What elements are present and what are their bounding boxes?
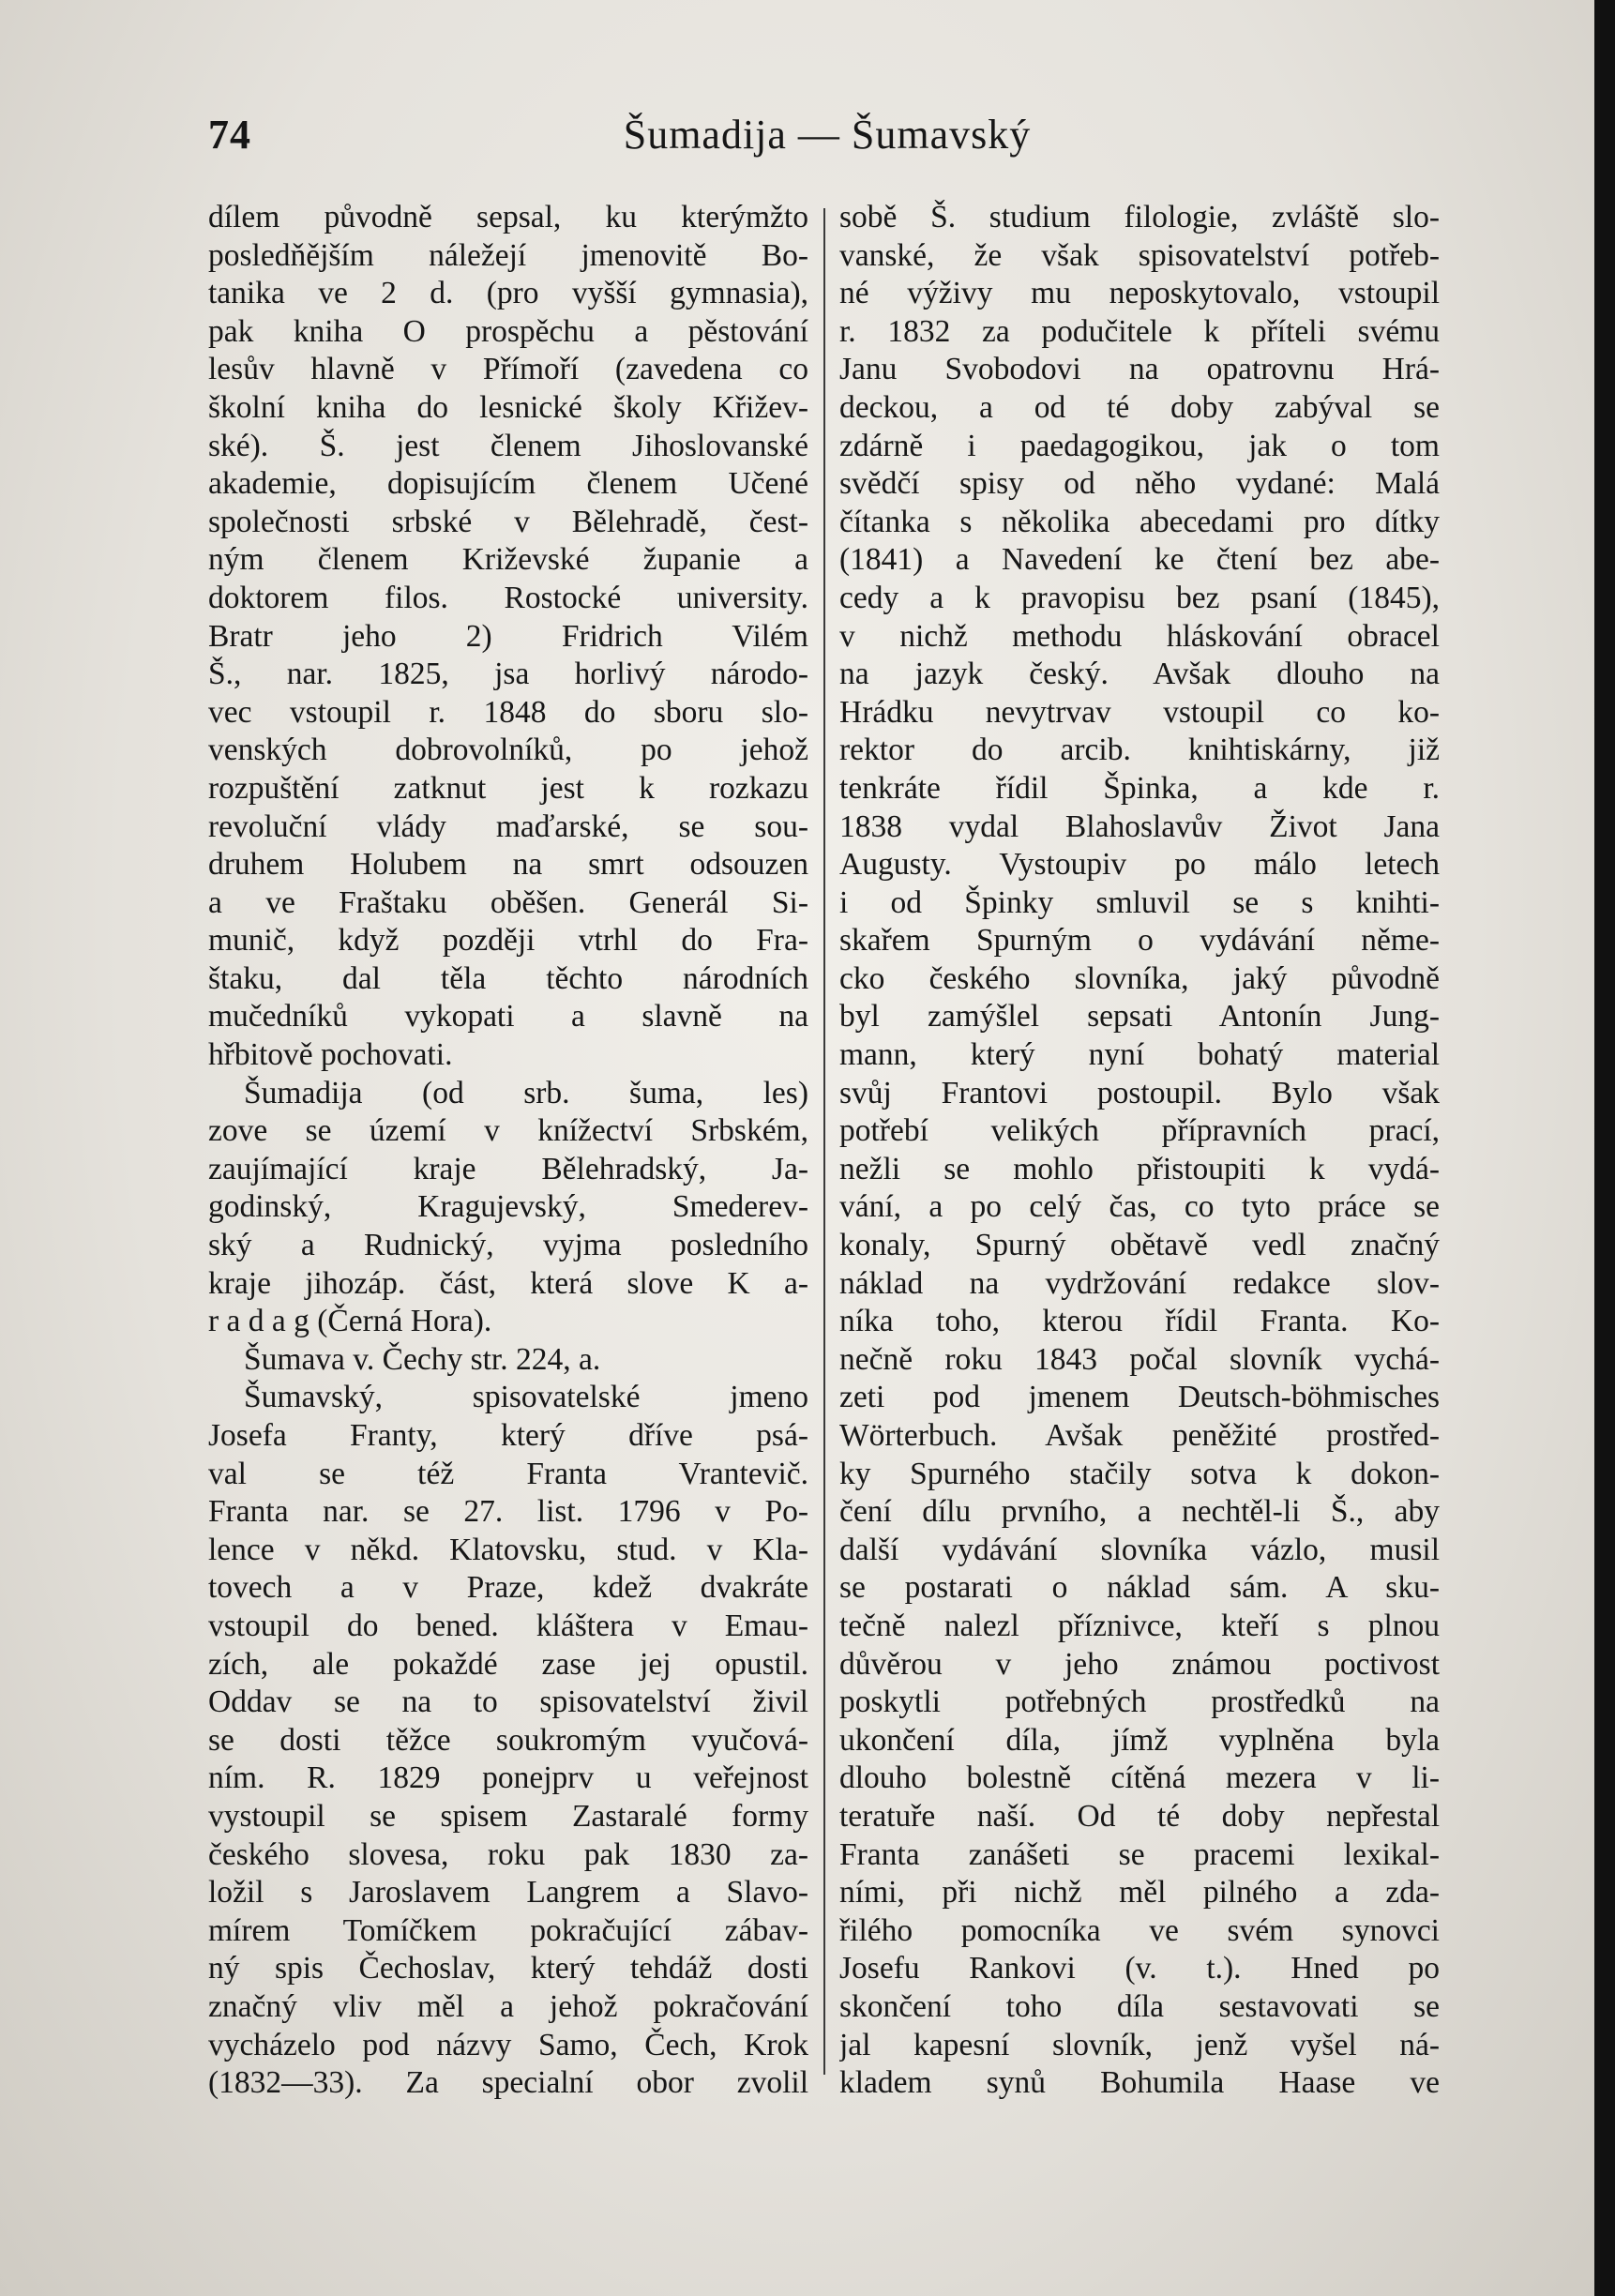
column-divider bbox=[823, 208, 825, 2075]
text-line: řilého pomocníka ve svém synovci bbox=[839, 1912, 1440, 1948]
text-line: cko českého slovníka, jaký původně bbox=[839, 960, 1440, 996]
text-line: Š., nar. 1825, jsa horlivý národo- bbox=[208, 657, 808, 692]
text-line: dílem původně sepsal, ku kterýmžto bbox=[208, 200, 808, 234]
text-line: ložil s Jaroslavem Langrem a Slavo- bbox=[208, 1875, 808, 1911]
text-line: štaku, dal těla těchto národních bbox=[208, 960, 808, 996]
page-number: 74 bbox=[208, 112, 251, 158]
text-line: další vydávání slovníka vázlo, musil bbox=[839, 1532, 1440, 1567]
text-line: 1838 vydal Blahoslavův Život Jana bbox=[839, 808, 1440, 844]
text-line: Augusty. Vystoupiv po málo letech bbox=[839, 847, 1440, 883]
text-line: tanika ve 2 d. (pro vyšší gymnasia), bbox=[208, 276, 808, 311]
text-line: mann, který nyní bohatý material bbox=[839, 1037, 1440, 1073]
text-line: vanské, že však spisovatelství potřeb- bbox=[839, 237, 1440, 273]
text-line: Oddav se na to spisovatelství živil bbox=[208, 1684, 808, 1720]
text-line: tovech a v Praze, kdež dvakráte bbox=[208, 1570, 808, 1606]
text-line: Janu Svobodovi na opatrovnu Hrá- bbox=[839, 352, 1440, 387]
text-line: byl zamýšlel sepsati Antonín Jung- bbox=[839, 999, 1440, 1035]
text-line: munič, když později vtrhl do Fra- bbox=[208, 923, 808, 959]
text-line: jal kapesní slovník, jenž vyšel ná- bbox=[839, 2027, 1440, 2062]
text-line: Hrádku nevytrvav vstoupil co ko- bbox=[839, 694, 1440, 730]
text-line: zaujímající kraje Bělehradský, Ja- bbox=[208, 1151, 808, 1186]
text-line: kraje jihozáp. část, která slove K a- bbox=[208, 1265, 808, 1301]
text-line: svědčí spisy od něho vydané: Malá bbox=[839, 466, 1440, 502]
text-line: společnosti srbské v Bělehradě, čest- bbox=[208, 504, 808, 539]
text-line: poskytli potřebných prostředků na bbox=[839, 1684, 1440, 1720]
text-line: tečně nalezl příznivce, kteří s plnou bbox=[839, 1608, 1440, 1643]
text-line: ným členem Križevské županie a bbox=[208, 542, 808, 578]
right-column bbox=[839, 199, 1440, 2103]
text-line: hřbitově pochovati. bbox=[208, 1037, 453, 1073]
text-line: se postarati o náklad sám. A sku- bbox=[839, 1570, 1440, 1606]
text-line: (1841) a Navedení ke čtení bez abe- bbox=[839, 542, 1440, 578]
text-line: akademie, dopisujícím členem Učené bbox=[208, 466, 808, 502]
text-line: Wörterbuch. Avšak peněžité prostřed- bbox=[839, 1418, 1440, 1453]
text-line: vycházelo pod názvy Samo, Čech, Krok bbox=[208, 2027, 808, 2062]
text-line: Josefa Franty, který dříve psá- bbox=[208, 1418, 808, 1453]
text-line: né výživy mu neposkytovalo, vstoupil bbox=[839, 276, 1440, 311]
text-line: skončení toho díla sestavovati se bbox=[839, 1988, 1440, 2024]
text-line: (1832—33). Za specialní obor zvolil bbox=[208, 2065, 808, 2101]
text-line: zeti pod jmenem Deutsch-böhmisches bbox=[839, 1380, 1440, 1415]
text-line: zdárně i paedagogikou, jak o tom bbox=[839, 428, 1440, 463]
text-line: náklad na vydržování redakce slov- bbox=[839, 1265, 1440, 1301]
text-line: pak kniha O prospěchu a pěstování bbox=[208, 313, 808, 349]
text-line: druhem Holubem na smrt odsouzen bbox=[208, 847, 808, 883]
text-line: ním. R. 1829 ponejprv u veřejnost bbox=[208, 1760, 808, 1796]
text-line: ky Spurného stačily sotva k dokon- bbox=[839, 1456, 1440, 1491]
left-column bbox=[208, 199, 808, 2103]
text-line: revoluční vlády maďarské, se sou- bbox=[208, 808, 808, 844]
text-line: Josefu Rankovi (v. t.). Hned po bbox=[839, 1951, 1440, 1986]
text-line: níka toho, kterou řídil Franta. Ko- bbox=[839, 1304, 1440, 1339]
text-line: lesův hlavně v Přímoří (zavedena co bbox=[208, 352, 808, 387]
entry-sumavsky: Šumavský, spisovatelské jmeno bbox=[244, 1380, 808, 1415]
text-line: ný spis Čechoslav, který tehdáž dosti bbox=[208, 1951, 808, 1986]
text-line: r a d a g (Černá Hora). bbox=[208, 1304, 492, 1339]
text-line: Franta nar. se 27. list. 1796 v Po- bbox=[208, 1494, 808, 1530]
text-line: Franta zanášeti se pracemi lexikal- bbox=[839, 1836, 1440, 1872]
text-line: potřebí velikých přípravních prací, bbox=[839, 1113, 1440, 1149]
text-line: svůj Frantovi postoupil. Bylo však bbox=[839, 1075, 1440, 1110]
text-line: zove se území v knížectví Srbském, bbox=[208, 1113, 808, 1149]
text-line: důvěrou v jeho známou poctivost bbox=[839, 1646, 1440, 1682]
text-line: skařem Spurným o vydávání něme- bbox=[839, 923, 1440, 959]
text-line: vstoupil do bened. kláštera v Emau- bbox=[208, 1608, 808, 1643]
text-line: rozpuštění zatknut jest k rozkazu bbox=[208, 770, 808, 806]
text-line: kladem synů Bohumila Haase ve bbox=[839, 2065, 1440, 2101]
text-line: čení dílu prvního, a nechtěl-li Š., aby bbox=[839, 1494, 1440, 1530]
text-line: mučedníků vykopati a slavně na bbox=[208, 999, 808, 1035]
text-line: ské). Š. jest členem Jihoslovanské bbox=[208, 428, 808, 463]
running-head: Šumadija — Šumavský bbox=[623, 112, 1032, 158]
text-line: se dosti těžce soukromým vyučová- bbox=[208, 1722, 808, 1758]
text-line: vání, a po celý čas, co tyto práce se bbox=[839, 1189, 1440, 1225]
text-line: na jazyk český. Avšak dlouho na bbox=[839, 657, 1440, 692]
text-line: mírem Tomíčkem pokračující zábav- bbox=[208, 1912, 808, 1948]
text-line: sobě Š. studium filologie, zvláště slo- bbox=[839, 200, 1440, 234]
text-line: nežli se mohlo přistoupiti k vydá- bbox=[839, 1151, 1440, 1186]
text-line: konaly, Spurný obětavě vedl značný bbox=[839, 1228, 1440, 1263]
page-header bbox=[208, 111, 1446, 167]
text-line: posledňějším náležejí jmenovitě Bo- bbox=[208, 237, 808, 273]
text-line: rektor do arcib. knihtiskárny, již bbox=[839, 733, 1440, 768]
text-line: nečně roku 1843 počal slovník vychá- bbox=[839, 1341, 1440, 1377]
text-line: lence v někd. Klatovsku, stud. v Kla- bbox=[208, 1532, 808, 1567]
text-line: ními, při nichž měl pilného a zda- bbox=[839, 1875, 1440, 1911]
text-line: vec vstoupil r. 1848 do sboru slo- bbox=[208, 694, 808, 730]
text-line: val se též Franta Vrantevič. bbox=[208, 1456, 808, 1491]
text-line: zích, ale pokaždé zase jej opustil. bbox=[208, 1646, 808, 1682]
text-line: školní kniha do lesnické školy Křižev- bbox=[208, 389, 808, 425]
text-line: i od Špinky smluvil se s knihti- bbox=[839, 884, 1440, 920]
text-line: a ve Fraštaku oběšen. Generál Si- bbox=[208, 884, 808, 920]
text-line: tenkráte řídil Špinka, a kde r. bbox=[839, 770, 1440, 806]
text-line: deckou, a od té doby zabýval se bbox=[839, 389, 1440, 425]
text-line: českého slovesa, roku pak 1830 za- bbox=[208, 1836, 808, 1872]
text-line: godinský, Kragujevský, Smederev- bbox=[208, 1189, 808, 1225]
text-line: r. 1832 za podučitele k příteli svému bbox=[839, 313, 1440, 349]
text-line: teratuře naší. Od té doby nepřestal bbox=[839, 1798, 1440, 1834]
scan-border bbox=[1594, 0, 1615, 2296]
entry-sumava: Šumava v. Čechy str. 224, a. bbox=[244, 1341, 601, 1377]
text-line: venských dobrovolníků, po jehož bbox=[208, 733, 808, 768]
text-line: ský a Rudnický, vyjma posledního bbox=[208, 1228, 808, 1263]
text-line: vystoupil se spisem Zastaralé formy bbox=[208, 1798, 808, 1834]
text-line: ukončení díla, jímž vyplněna byla bbox=[839, 1722, 1440, 1758]
entry-sumadija: Šumadija (od srb. šuma, les) bbox=[244, 1075, 808, 1110]
text-line: Bratr jeho 2) Fridrich Vilém bbox=[208, 618, 808, 654]
text-line: doktorem filos. Rostocké university. bbox=[208, 580, 808, 615]
text-line: dlouho bolestně cítěná mezera v li- bbox=[839, 1760, 1440, 1796]
text-line: značný vliv měl a jehož pokračování bbox=[208, 1988, 808, 2024]
text-line: v nichž methodu hláskování obracel bbox=[839, 618, 1440, 654]
text-line: cedy a k pravopisu bez psaní (1845), bbox=[839, 580, 1440, 615]
text-line: čítanka s několika abecedami pro dítky bbox=[839, 504, 1440, 539]
